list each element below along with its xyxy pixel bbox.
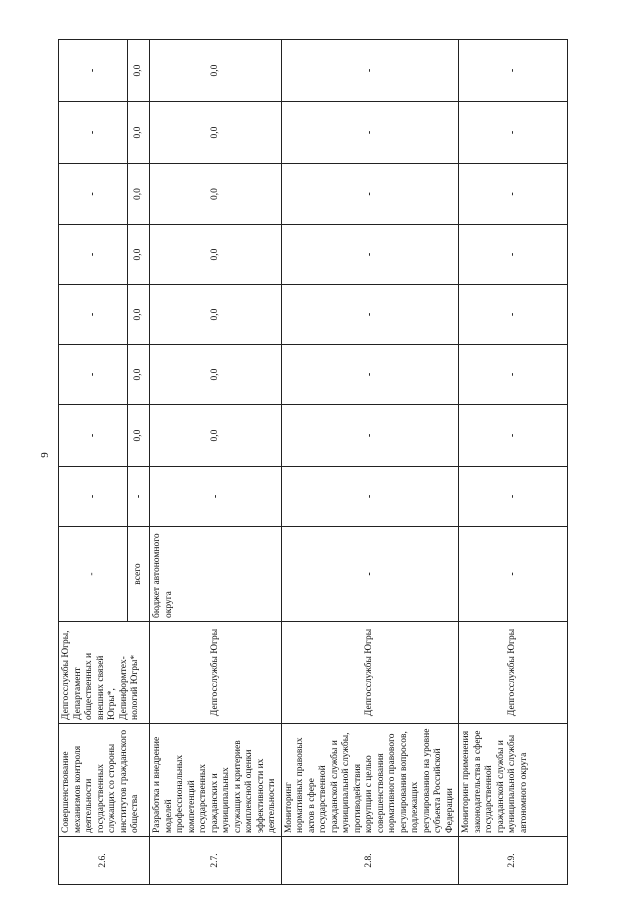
value-cell: 0,0 bbox=[150, 405, 282, 467]
row-number: 2.7. bbox=[150, 837, 282, 885]
value-cell: - bbox=[59, 467, 128, 527]
value-cell: 0,0 bbox=[150, 164, 282, 225]
value-cell: 0,0 bbox=[150, 40, 282, 102]
value-cell: - bbox=[281, 345, 459, 405]
executor-cell: Депгосслужбы Югры, Департамент общественных и внешних связей Югры*, Депинформтех-нологий Югры* bbox=[59, 622, 150, 724]
funding-source: бюджет автономного округа bbox=[150, 527, 282, 622]
executor-cell: Депгосслужбы Югры bbox=[281, 622, 459, 724]
funding-source: - bbox=[459, 527, 568, 622]
activity-name: Совершенствование механизмов контроля деятельности государственных служащих со стороны институтов гражданского общества bbox=[59, 724, 150, 837]
value-cell: - bbox=[59, 225, 128, 285]
funding-source: - bbox=[281, 527, 459, 622]
value-cell: - bbox=[281, 164, 459, 225]
activity-name: Разработка и внедрение моделей профессиональных компетенций государственных гражданских и муниципальных служащих и критериев комплексной оценки эффективности их деятельности bbox=[150, 724, 282, 837]
value-cell: 0,0 bbox=[128, 164, 150, 225]
executor-cell: Депгосслужбы Югры bbox=[459, 622, 568, 724]
value-cell: - bbox=[281, 40, 459, 102]
table-row bbox=[459, 40, 568, 885]
value-cell: 0,0 bbox=[128, 405, 150, 467]
value-cell: - bbox=[459, 285, 568, 345]
value-cell: 0,0 bbox=[128, 285, 150, 345]
value-cell: - bbox=[459, 164, 568, 225]
value-cell: - bbox=[281, 405, 459, 467]
value-cell: - bbox=[150, 467, 282, 527]
value-cell: 0,0 bbox=[150, 225, 282, 285]
value-cell: 0,0 bbox=[128, 225, 150, 285]
value-cell: - bbox=[459, 40, 568, 102]
value-cell: - bbox=[281, 225, 459, 285]
table-row bbox=[281, 40, 459, 885]
value-cell: - bbox=[459, 102, 568, 164]
funding-source: - bbox=[59, 527, 128, 622]
value-cell: 0,0 bbox=[150, 285, 282, 345]
row-number: 2.6. bbox=[59, 837, 150, 885]
value-cell: - bbox=[459, 345, 568, 405]
value-cell: - bbox=[281, 285, 459, 345]
value-cell: 0,0 bbox=[128, 345, 150, 405]
rotated-table-area bbox=[58, 40, 586, 885]
activity-name: Мониторинг нормативных правовых актов в сфере государственной гражданской службы и муниципальной службы, противодействия коррупции с целью совершенствования нормативного правового регулирования вопросов, подлежащих регулированию на уровне субъекта Российской Федерации bbox=[281, 724, 459, 837]
table-row bbox=[150, 40, 282, 885]
value-cell: - bbox=[59, 345, 128, 405]
funding-source: всего bbox=[128, 527, 150, 622]
value-cell: - bbox=[281, 102, 459, 164]
value-cell: - bbox=[59, 164, 128, 225]
value-cell: - bbox=[59, 40, 128, 102]
program-activities-table bbox=[58, 39, 568, 885]
value-cell: 0,0 bbox=[128, 102, 150, 164]
page-number: 9 bbox=[39, 452, 51, 458]
value-cell: 0,0 bbox=[150, 102, 282, 164]
value-cell: - bbox=[59, 405, 128, 467]
value-cell: - bbox=[59, 285, 128, 345]
activity-name: Мониторинг применения законодательства в сфере государственной гражданской службы и муниципальной службы автономного округа bbox=[459, 724, 568, 837]
value-cell: - bbox=[459, 405, 568, 467]
value-cell: 0,0 bbox=[150, 345, 282, 405]
row-number: 2.8. bbox=[281, 837, 459, 885]
value-cell: - bbox=[459, 225, 568, 285]
table-row bbox=[59, 40, 128, 885]
value-cell: - bbox=[59, 102, 128, 164]
value-cell: - bbox=[128, 467, 150, 527]
value-cell: - bbox=[459, 467, 568, 527]
value-cell: 0,0 bbox=[128, 40, 150, 102]
executor-cell: Депгосслужбы Югры bbox=[150, 622, 282, 724]
row-number: 2.9. bbox=[459, 837, 568, 885]
value-cell: - bbox=[281, 467, 459, 527]
